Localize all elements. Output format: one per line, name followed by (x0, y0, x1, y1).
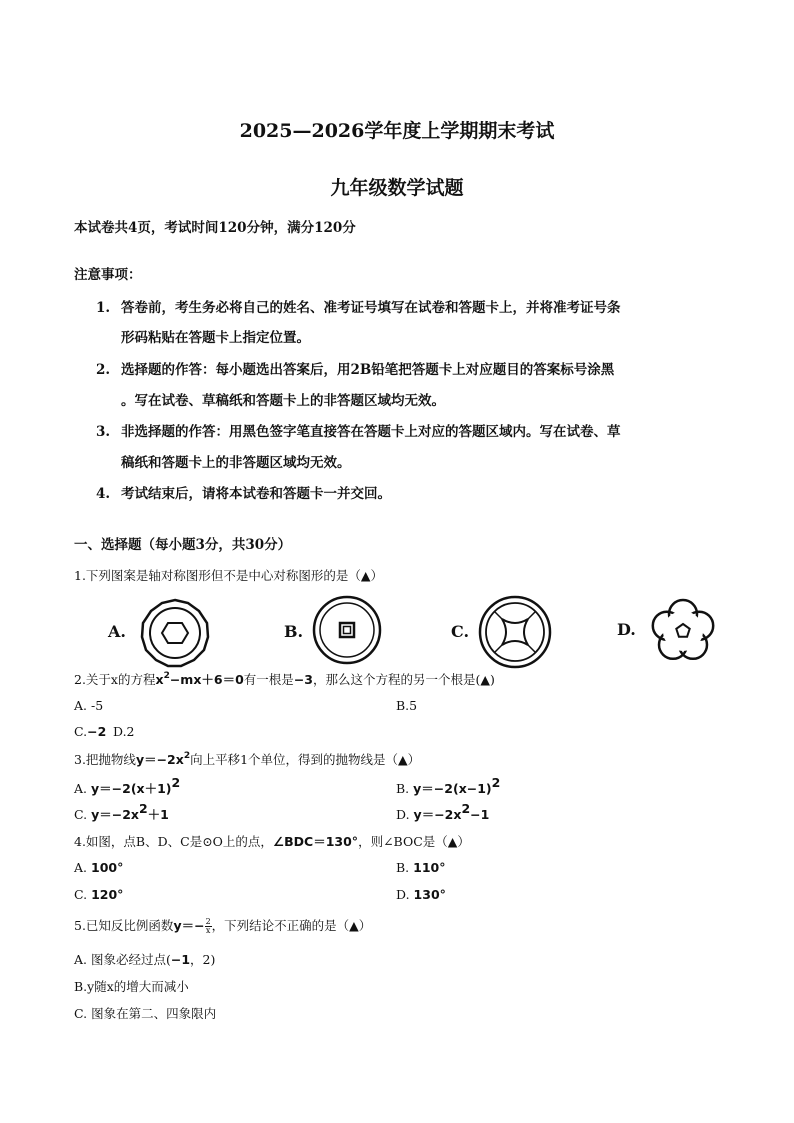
q3-option-b (396, 775, 501, 797)
exam-info: 本试卷共4页，考试时间120分钟，满分120分 (74, 220, 356, 236)
notice-2-line1: 选择题的作答：每小题选出答案后，用2B铅笔把答题卡上对应题目的答案标号涂黑 (121, 362, 615, 378)
q1-label-b: B. (284, 622, 304, 641)
q3-option-d-exp: 2 (461, 801, 471, 816)
q3-option-a-exp: 2 (171, 775, 181, 790)
question-1-text: 1.下列图案是轴对称图形但不是中心对称图形的是（▲） (74, 568, 384, 583)
q2-prefix: 2.关于x的方程 (74, 672, 156, 687)
q3-option-b-prefix: B. (396, 781, 410, 796)
q3-option-b-eq: y＝−2(x−1) (413, 781, 492, 796)
notice-1-number: 1. (96, 300, 111, 316)
notice-3-number: 3. (96, 424, 111, 440)
q4-option-c-value: 120° (91, 887, 124, 902)
q2-option-b: B.5 (396, 698, 418, 713)
section-heading: 一、选择题（每小题3分，共30分） (74, 537, 292, 553)
q1-label-d: D. (617, 620, 636, 639)
q3-eq-exponent: 2 (183, 751, 191, 761)
q3-option-a (74, 775, 181, 797)
notice-2-number: 2. (96, 362, 111, 378)
q3-option-a-prefix: A. (74, 781, 88, 796)
q4-option-d-prefix: D. (396, 887, 410, 902)
q3-option-d-prefix: D. (396, 807, 410, 822)
q5-option-a (74, 950, 215, 968)
q3-option-c (74, 801, 169, 823)
q1-figure-b (311, 594, 383, 666)
q2-equation (155, 672, 243, 687)
q3-option-c-prefix: C. (74, 807, 88, 822)
q5-fraction-numerator: 2 (205, 917, 211, 926)
notice-3-line1: 非选择题的作答：用黑色签字笔直接答在答题卡上对应的答题区域内。写在试卷、草 (121, 424, 621, 440)
q3-equation (136, 752, 190, 767)
question-3-text (74, 750, 420, 768)
notice-1-line1: 答卷前，考生务必将自己的姓名、准考证号填写在试卷和答题卡上，并将准考证号条 (121, 300, 621, 316)
q4-option-c-prefix: C. (74, 887, 88, 902)
q3-option-d-eq: y＝−2x (413, 807, 462, 822)
q2-root: −3 (293, 672, 313, 687)
q4-option-b (396, 860, 446, 875)
q3-prefix: 3.把抛物线 (74, 752, 136, 767)
question-4-text (74, 832, 470, 850)
q2-option-d: D.2 (113, 724, 135, 739)
q3-option-c-eq: y＝−2x (91, 807, 139, 822)
q1-figure-d (645, 595, 721, 665)
q2-option-c-prefix: C. (74, 724, 88, 739)
q3-option-d (396, 801, 490, 823)
q2-middle: 有一根是 (243, 672, 294, 687)
q3-option-c-tail: ＋1 (147, 807, 169, 822)
notice-4-line1: 考试结束后，请将本试卷和答题卡一并交回。 (121, 486, 391, 502)
q3-option-d-tail: −1 (470, 807, 490, 822)
notice-heading: 注意事项： (74, 267, 142, 283)
q5-suffix: ，下列结论不正确的是（▲） (211, 918, 372, 933)
q4-suffix: ，则∠BOC是（▲） (358, 834, 470, 849)
q4-option-a (74, 860, 123, 875)
q2-option-c-value: −2 (87, 724, 107, 739)
q3-option-a-eq: y＝−2(x＋1) (91, 781, 172, 796)
q4-option-b-prefix: B. (396, 860, 410, 875)
notice-4-number: 4. (96, 486, 111, 502)
q4-option-a-value: 100° (91, 860, 124, 875)
q1-label-c: C. (451, 622, 470, 641)
q2-suffix: ，那么这个方程的另一个根是(▲) (312, 672, 495, 687)
q2-eq-rest: −mx＋6＝0 (169, 672, 244, 687)
q1-figure-a (139, 597, 211, 669)
q4-option-d-value: 130° (413, 887, 446, 902)
question-2-text (74, 670, 495, 688)
q2-eq-exponent: 2 (163, 671, 170, 681)
q3-suffix: 向上平移1个单位，得到的抛物线是（▲） (190, 752, 421, 767)
q4-option-d (396, 887, 446, 902)
q5-option-a-suffix: ，2) (190, 952, 216, 967)
q1-label-a: A. (108, 622, 126, 641)
q5-option-b: B.y随x的增大而减小 (74, 979, 189, 994)
notice-1-line2: 形码粘贴在答题卡上指定位置。 (121, 330, 310, 346)
q4-prefix: 4.如图，点B、D、C是⊙O上的点， (74, 834, 273, 849)
q5-fraction-denominator: x (205, 926, 211, 935)
question-5-text (74, 916, 371, 935)
q1-figure-c (477, 594, 553, 670)
q5-prefix: 5.已知反比例函数 (74, 918, 174, 933)
q4-option-c (74, 887, 123, 902)
q4-option-a-prefix: A. (74, 860, 88, 875)
q2-option-c (74, 724, 106, 739)
notice-3-line2: 稿纸和答题卡上的非答题区域均无效。 (121, 455, 351, 471)
q2-eq-var: x (155, 672, 164, 687)
notice-2-line2: 。写在试卷、草稿纸和答题卡上的非答题区域均无效。 (121, 393, 445, 409)
q5-option-c: C. 图象在第二、四象限内 (74, 1006, 217, 1021)
exam-subtitle: 九年级数学试题 (330, 177, 464, 199)
exam-title: 2025—2026学年度上学期期末考试 (239, 120, 555, 142)
q5-option-a-point: −1 (170, 952, 191, 967)
q3-eq-base: y＝−2x (135, 752, 184, 767)
q3-option-b-exp: 2 (491, 775, 501, 790)
q3-option-c-exp: 2 (138, 801, 148, 816)
q5-equation: y＝− (173, 918, 205, 933)
q2-option-a: A. -5 (74, 698, 104, 713)
q4-option-b-value: 110° (413, 860, 446, 875)
q5-option-a-prefix: A. 图象必经过点( (74, 952, 171, 967)
q4-angle: ∠BDC＝130° (272, 834, 359, 849)
q5-fraction (205, 918, 212, 935)
